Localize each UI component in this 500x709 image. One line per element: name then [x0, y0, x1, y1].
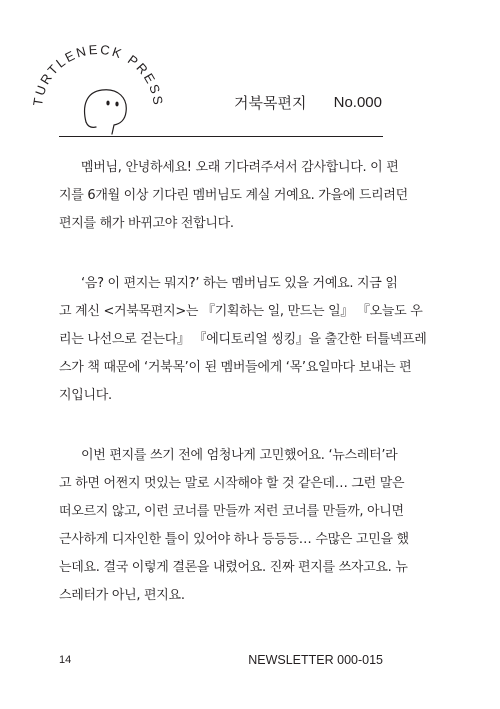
paragraph-3 [59, 442, 409, 610]
text-line: 스가 책 때문에 ‘거북목’이 된 멤버들에게 ‘목’요일마다 보내는 편 [59, 360, 412, 375]
text-line: 이번 편지를 쓰기 전에 엄청나게 고민했어요. ‘뉴스레터’라 [81, 448, 398, 463]
text-line: 리는 나선으로 걷는다』 『에디토리얼 씽킹』을 출간한 터틀넥프레 [59, 332, 427, 347]
letter-body [59, 154, 427, 642]
text-line: 고 계신 <거북목편지>는 『기획하는 일, 만드는 일』 『오늘도 우 [59, 304, 423, 319]
text-line: ‘음? 이 편지는 뭐지?’ 하는 멤버님도 있을 거예요. 지금 읽 [81, 276, 398, 291]
text-line: 편지를 해가 바뀌고야 전합니다. [59, 216, 234, 231]
text-line: 근사하게 디자인한 틀이 있어야 하나 등등등… 수많은 고민을 했 [59, 532, 409, 547]
turtle-mascot-icon [22, 28, 172, 148]
newsletter-title: 거북목편지 [234, 94, 307, 112]
text-line: 고 하면 어쩐지 멋있는 말로 시작해야 할 것 같은데… 그런 말은 [59, 476, 405, 491]
text-line: 스레터가 아닌, 편지요. [59, 588, 185, 603]
paragraph-1 [59, 154, 408, 238]
text-line: 지입니다. [59, 388, 112, 403]
page-number: 14 [59, 654, 72, 666]
issue-number: No.000 [333, 94, 382, 111]
logo-arc-text: TURTLENECK PRESS [30, 41, 167, 108]
turtleneck-press-logo [22, 28, 172, 148]
text-line: 지를 6개월 이상 기다린 멤버님도 계실 거예요. 가을에 드리려던 [59, 188, 408, 203]
text-line: 멤버님, 안녕하세요! 오래 기다려주셔서 감사합니다. 이 편 [81, 160, 399, 175]
paragraph-2 [59, 270, 427, 410]
series-label: NEWSLETTER 000-015 [248, 653, 383, 667]
header-divider [59, 136, 383, 137]
text-line: 는데요. 결국 이렇게 결론을 내렸어요. 진짜 편지를 쓰자고요. 뉴 [59, 560, 408, 575]
text-line: 떠오르지 않고, 이런 코너를 만들까 저런 코너를 만들까, 아니면 [59, 504, 404, 519]
